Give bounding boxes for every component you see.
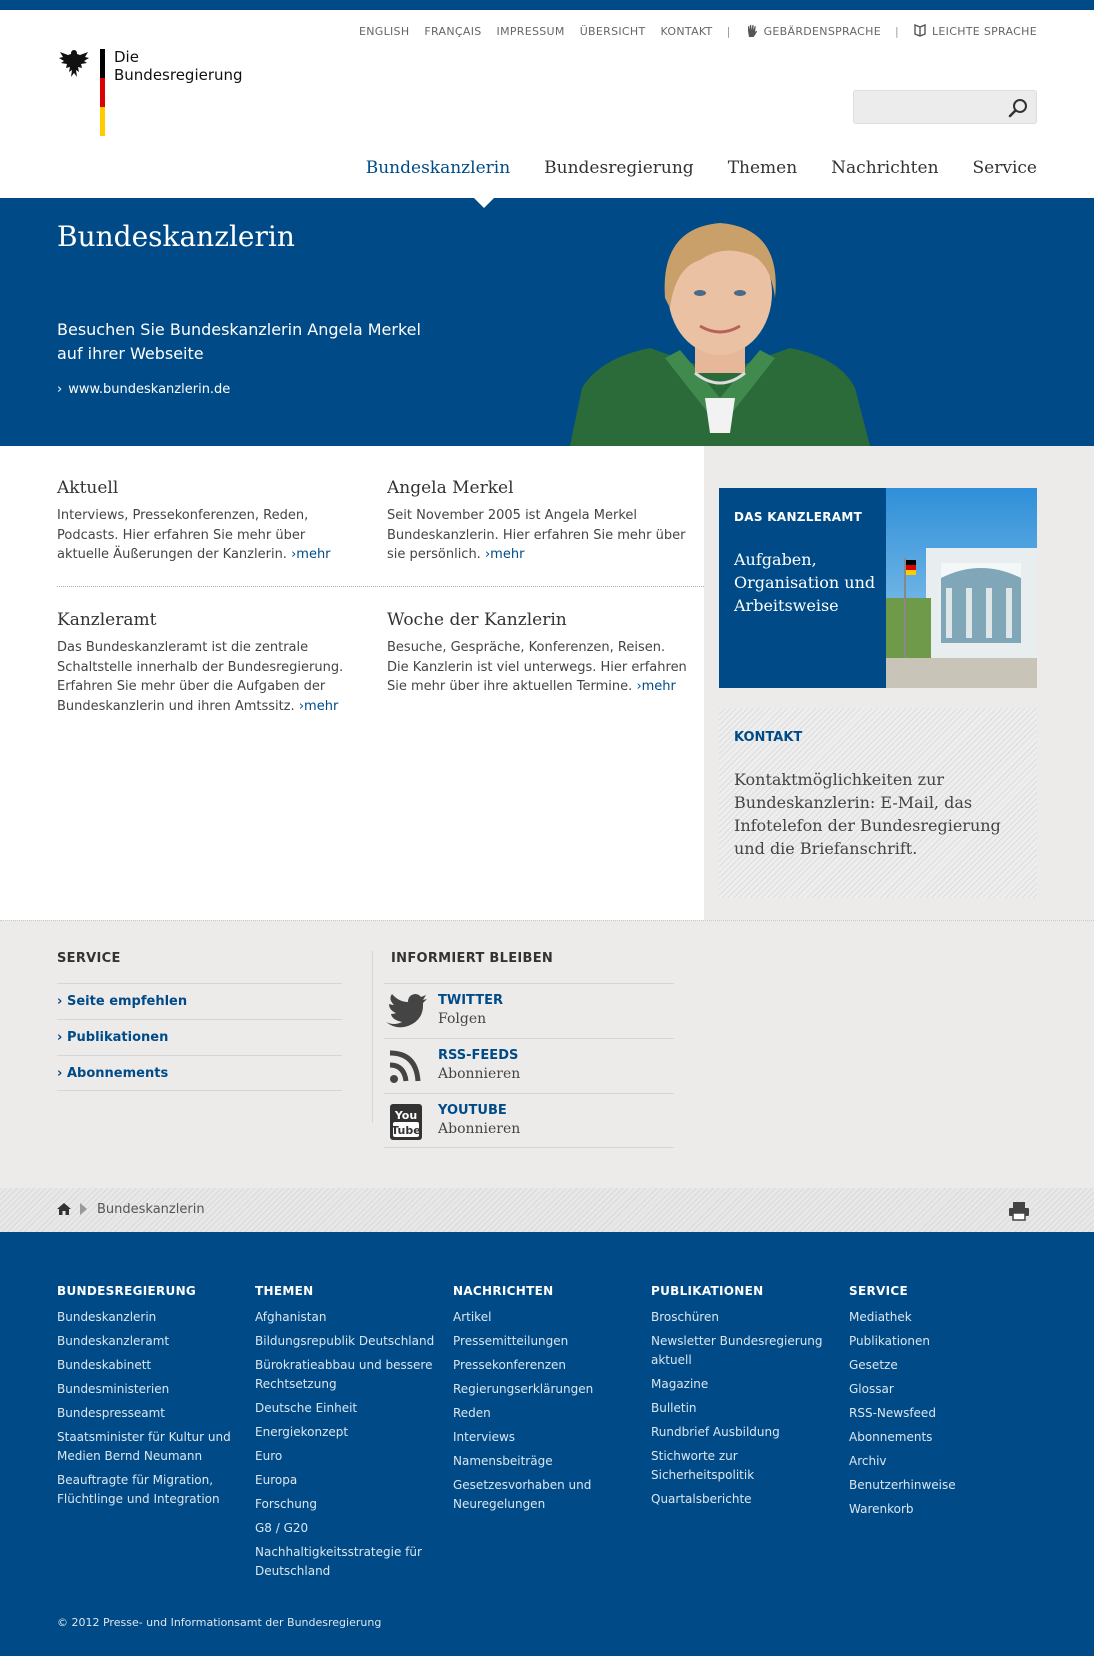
footer-link[interactable]: Artikel	[453, 1310, 492, 1324]
page-title: Bundeskanzlerin	[57, 220, 295, 253]
chevron-right-icon: ›	[57, 382, 63, 397]
service-heading: SERVICE	[57, 951, 121, 966]
footer-link[interactable]: Afghanistan	[255, 1310, 327, 1324]
teaser-body: Besuche, Gespräche, Konferenzen, Reisen. Die Kanzlerin ist viel unterwegs. Hier erfahren Sie mehr über ihre aktuellen Termine.	[387, 640, 687, 694]
kanzleramt-box[interactable]	[719, 488, 1037, 688]
footer-link[interactable]: Newsletter Bundesregierung aktuell	[651, 1334, 823, 1367]
more-link-label: mehr	[641, 679, 676, 694]
teaser-text	[387, 638, 687, 697]
meta-nav	[344, 24, 1037, 38]
teaser-angela-merkel	[387, 478, 687, 565]
logo-line-1: Die	[114, 48, 139, 66]
rss-icon	[384, 1047, 428, 1087]
footer-link[interactable]: Interviews	[453, 1430, 516, 1444]
hero-link[interactable]	[57, 382, 230, 397]
hero-lead: Besuchen Sie Bundeskanzlerin Angela Merkel auf ihrer Webseite	[57, 320, 421, 363]
informiert-heading: INFORMIERT BLEIBEN	[391, 951, 554, 966]
footer-link[interactable]: Staatsminister für Kultur und Medien Bernd Neumann	[57, 1430, 231, 1463]
footer-column-heading[interactable]: NACHRICHTEN	[453, 1284, 554, 1298]
kontakt-box-text: Kontaktmöglichkeiten zur Bundeskanzlerin: E-Mail, das Infotelefon der Bundesregierung und die Briefanschrift.	[734, 770, 1001, 858]
meta-link-kontakt[interactable]: KONTAKT	[660, 24, 713, 38]
federal-eagle-icon	[57, 46, 91, 80]
svg-text:You: You	[394, 1109, 418, 1122]
kanzleramt-box-text: Aufgaben, Organisation und Arbeitsweise	[734, 550, 876, 615]
logo[interactable]	[57, 46, 257, 138]
footer-link[interactable]: Bildungsrepublik Deutschland	[255, 1334, 435, 1348]
meta-link-uebersicht[interactable]: ÜBERSICHT	[579, 24, 646, 38]
german-flag-stripe	[100, 49, 105, 136]
chevron-right-icon: ›	[57, 1030, 63, 1045]
footer-link[interactable]: Pressekonferenzen	[453, 1358, 566, 1372]
nav-item-bundeskanzlerin[interactable]: Bundeskanzlerin	[365, 158, 511, 178]
footer-link[interactable]: Pressemitteilungen	[453, 1334, 569, 1348]
teaser-title[interactable]: Kanzleramt	[57, 610, 157, 630]
informiert-item-sub: Folgen	[438, 1011, 487, 1027]
footer-link[interactable]: Bundesministerien	[57, 1382, 170, 1396]
footer-link[interactable]: Broschüren	[651, 1310, 719, 1324]
teaser-woche-der-kanzlerin	[387, 610, 687, 697]
chevron-right-icon: ›	[57, 1066, 63, 1081]
footer-link[interactable]: Regierungserklärungen	[453, 1382, 594, 1396]
footer-link[interactable]: Europa	[255, 1473, 298, 1487]
nav-active-indicator	[474, 198, 494, 208]
footer-link[interactable]: Bürokratieabbau und bessere Rechtsetzung	[255, 1358, 433, 1391]
more-link-label: mehr	[296, 547, 331, 562]
informiert-list	[384, 983, 674, 1148]
service-item-seite-empfehlen[interactable]	[57, 983, 342, 1019]
teaser-title[interactable]: Woche der Kanzlerin	[387, 610, 567, 630]
footer-link[interactable]: Archiv	[849, 1454, 887, 1468]
search-input[interactable]	[860, 97, 1000, 117]
more-link-label: mehr	[304, 698, 339, 714]
copyright: © 2012 Presse- und Informationsamt der Bundesregierung	[57, 1616, 382, 1629]
footer-link[interactable]: Bundeskabinett	[57, 1358, 152, 1372]
teaser-body: Interviews, Pressekonferenzen, Reden, Podcasts. Hier erfahren Sie mehr über aktuelle Äußerungen der Kanzlerin.	[57, 508, 309, 562]
teaser-text	[57, 638, 357, 716]
informiert-item-sub: Abonnieren	[438, 1121, 521, 1137]
kontakt-box-label: KONTAKT	[734, 730, 803, 745]
footer-link[interactable]: Glossar	[849, 1382, 894, 1396]
footer-link[interactable]: Euro	[255, 1449, 283, 1463]
youtube-icon	[384, 1102, 428, 1142]
footer-link[interactable]: Abonnements	[849, 1430, 933, 1444]
teaser-title[interactable]: Aktuell	[57, 478, 119, 498]
footer-link[interactable]: Warenkorb	[849, 1502, 914, 1516]
meta-link-impressum[interactable]: IMPRESSUM	[496, 24, 565, 38]
more-link[interactable]: ›mehr	[636, 679, 676, 694]
footer-link[interactable]: Beauftragte für Migration, Flüchtlinge und Integration	[57, 1473, 220, 1506]
svg-text:Tube: Tube	[391, 1124, 421, 1137]
meta-link-english[interactable]: ENGLISH	[358, 24, 410, 38]
hand-icon	[746, 24, 758, 38]
footer-link[interactable]: Magazine	[651, 1377, 709, 1391]
footer-link[interactable]: Forschung	[255, 1497, 318, 1511]
search-box	[853, 90, 1037, 124]
column-divider	[372, 951, 373, 1123]
footer-link[interactable]: Rundbrief Ausbildung	[651, 1425, 780, 1439]
nav-item-themen[interactable]: Themen	[727, 158, 798, 178]
breadcrumb	[0, 1188, 1094, 1232]
footer-column-themen	[255, 1284, 435, 1586]
service-item-label: Publikationen	[67, 1030, 169, 1045]
service-list	[57, 983, 342, 1091]
footer-column-bundesregierung	[57, 1284, 237, 1514]
meta-separator: |	[894, 24, 899, 38]
informiert-item-rss[interactable]	[384, 1038, 674, 1093]
meta-link-gebaerdensprache-label: GEBÄRDENSPRACHE	[763, 25, 881, 38]
footer-link[interactable]: Benutzerhinweise	[849, 1478, 956, 1492]
service-section	[0, 920, 1094, 1188]
footer-column-heading[interactable]: PUBLIKATIONEN	[651, 1284, 764, 1298]
chevron-right-icon: ›	[57, 994, 63, 1009]
teaser-body: Seit November 2005 ist Angela Merkel Bundeskanzlerin. Hier erfahren Sie mehr über sie persönlich.	[387, 508, 686, 562]
meta-link-leichte-sprache[interactable]	[914, 24, 1037, 38]
footer-link[interactable]: Quartalsberichte	[651, 1492, 752, 1506]
more-link-label: mehr	[490, 547, 525, 562]
meta-link-francais[interactable]: FRANÇAIS	[424, 24, 482, 38]
breadcrumb-arrow-icon	[80, 1203, 87, 1215]
informiert-item-youtube[interactable]	[384, 1093, 674, 1148]
hero-banner	[0, 198, 1094, 446]
breadcrumb-current: Bundeskanzlerin	[97, 1202, 205, 1217]
kanzleramt-box-label: DAS KANZLERAMT	[734, 510, 863, 524]
footer-link[interactable]: RSS-Newsfeed	[849, 1406, 936, 1420]
informiert-item-sub: Abonnieren	[438, 1066, 521, 1082]
footer-link[interactable]: Namensbeiträge	[453, 1454, 553, 1468]
logo-text	[114, 48, 243, 84]
footer-column-publikationen	[651, 1284, 831, 1514]
home-icon[interactable]	[57, 1202, 71, 1216]
teaser-body: Das Bundeskanzleramt ist die zentrale Schaltstelle innerhalb der Bundesregierung. Erfahren Sie mehr über die Aufgaben der Bundeskanzlerin und ihren Amtssitz.	[57, 640, 344, 714]
nav-item-bundesregierung[interactable]: Bundesregierung	[544, 158, 694, 178]
footer-link[interactable]: Energiekonzept	[255, 1425, 349, 1439]
footer-link[interactable]: Nachhaltigkeitsstrategie für Deutschland	[255, 1545, 422, 1578]
informiert-item-title: RSS-FEEDS	[438, 1048, 519, 1063]
footer	[0, 1232, 1094, 1656]
service-item-publikationen[interactable]	[57, 1019, 342, 1055]
teaser-text	[57, 506, 357, 565]
teaser-divider	[57, 586, 704, 587]
nav-item-nachrichten[interactable]: Nachrichten	[831, 158, 939, 178]
service-item-abonnements[interactable]	[57, 1055, 342, 1091]
meta-separator: |	[726, 24, 731, 38]
informiert-item-title: YOUTUBE	[438, 1103, 507, 1118]
hero-link-label: www.bundeskanzlerin.de	[68, 382, 231, 397]
teaser-aktuell	[57, 478, 357, 565]
service-item-label: Seite empfehlen	[67, 994, 188, 1009]
footer-column-heading[interactable]: THEMEN	[255, 1284, 314, 1298]
informiert-item-title: TWITTER	[438, 993, 503, 1008]
service-item-label: Abonnements	[67, 1066, 169, 1081]
footer-link[interactable]: Gesetzesvorhaben und Neuregelungen	[453, 1478, 592, 1511]
footer-link[interactable]: Bundeskanzlerin	[57, 1310, 157, 1324]
more-link[interactable]: ›mehr	[484, 547, 525, 562]
logo-line-2: Bundesregierung	[114, 66, 243, 84]
search-icon[interactable]	[1008, 98, 1028, 118]
twitter-icon	[384, 992, 428, 1032]
book-icon	[914, 24, 926, 38]
teaser-title[interactable]: Angela Merkel	[387, 478, 514, 498]
informiert-item-twitter[interactable]	[384, 983, 674, 1038]
more-link[interactable]: ›mehr	[291, 547, 331, 562]
footer-link[interactable]: G8 / G20	[255, 1521, 309, 1535]
footer-link[interactable]: Deutsche Einheit	[255, 1401, 358, 1415]
footer-link[interactable]: Gesetze	[849, 1358, 898, 1372]
teaser-kanzleramt	[57, 610, 357, 716]
footer-link[interactable]: Mediathek	[849, 1310, 912, 1324]
teaser-text	[387, 506, 687, 565]
meta-link-gebaerdensprache[interactable]	[746, 24, 881, 38]
meta-link-leichte-sprache-label: LEICHTE SPRACHE	[932, 25, 1037, 38]
footer-column-nachrichten	[453, 1284, 633, 1519]
footer-link[interactable]: Reden	[453, 1406, 491, 1420]
kontakt-box[interactable]	[719, 708, 1037, 898]
chancellor-portrait	[570, 198, 870, 446]
footer-column-heading[interactable]: BUNDESREGIERUNG	[57, 1284, 197, 1298]
print-icon[interactable]	[1008, 1201, 1030, 1221]
top-accent-bar	[0, 0, 1094, 10]
footer-link[interactable]: Publikationen	[849, 1334, 930, 1348]
main-nav	[332, 158, 1037, 178]
nav-item-service[interactable]: Service	[972, 158, 1037, 178]
footer-link[interactable]: Bulletin	[651, 1401, 697, 1415]
more-link[interactable]: ›mehr	[298, 698, 339, 714]
footer-link[interactable]: Bundespresseamt	[57, 1406, 165, 1420]
footer-link[interactable]: Bundeskanzleramt	[57, 1334, 170, 1348]
kanzleramt-building-image	[886, 488, 1037, 688]
footer-link[interactable]: Stichworte zur Sicherheitspolitik	[651, 1449, 755, 1482]
footer-column-heading[interactable]: SERVICE	[849, 1284, 908, 1298]
content-area	[0, 446, 1094, 920]
footer-column-service	[849, 1284, 1029, 1524]
